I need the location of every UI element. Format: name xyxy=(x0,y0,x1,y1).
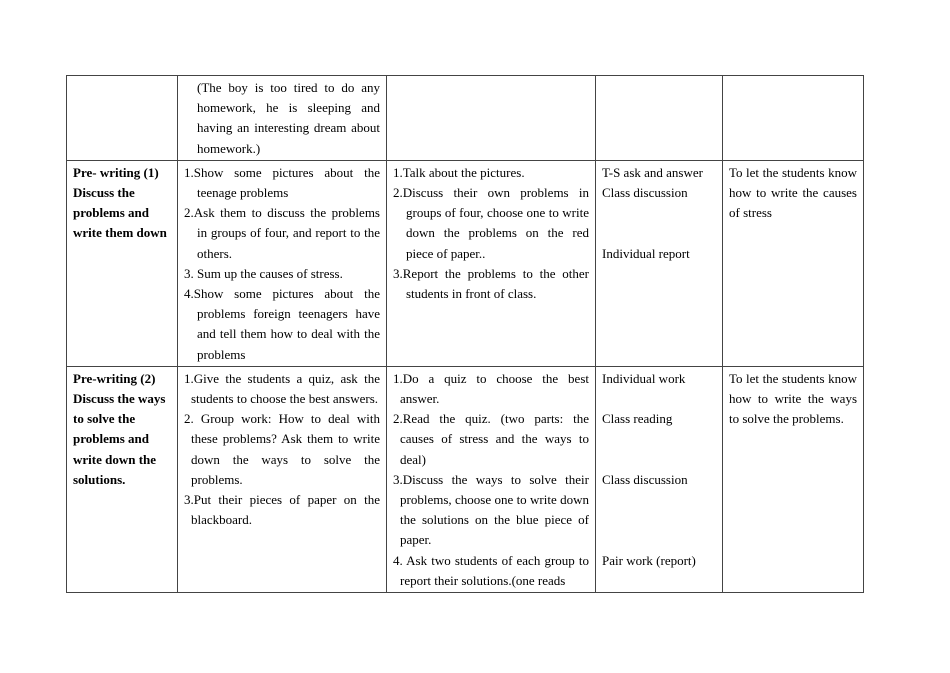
mode-item: Individual work xyxy=(602,370,686,386)
teacher-activity-cell xyxy=(178,76,387,161)
teacher-activity-item: 4.Show some pictures about the problems foreign teenagers have and tell them how to deal with the problems xyxy=(184,286,380,362)
purpose-text: To let the students know how to write the causes of stress xyxy=(729,164,857,221)
teacher-activity-text: (The boy is too tired to do any homework, he is sleeping and having an interesting dream about homework.) xyxy=(197,80,380,156)
teacher-activity-item: 3.Put their pieces of paper on the blackboard. xyxy=(184,492,380,528)
stage-cell xyxy=(67,366,178,592)
purpose-cell xyxy=(723,76,864,161)
teacher-activity-item: 3. Sum up the causes of stress. xyxy=(184,265,343,281)
student-activity-item: 2.Read the quiz. (two parts: the causes of stress and the ways to deal) xyxy=(393,411,589,467)
mode-cell xyxy=(596,366,723,592)
student-activity-item: 3.Report the problems to the other students in front of class. xyxy=(393,265,589,302)
purpose-text: To let the students know how to write the ways to solve the problems. xyxy=(729,370,857,427)
purpose-cell xyxy=(723,160,864,366)
mode-item: Class reading xyxy=(602,411,673,427)
student-activity-cell xyxy=(387,160,596,366)
stage-label: Pre- writing (1) Discuss the problems and write them down xyxy=(73,164,167,241)
student-activity-item: 2.Discuss their own problems in groups of four, choose one to write down the problems on the red piece of paper.. xyxy=(393,185,589,261)
student-activity-item: 3.Discuss the ways to solve their problems, choose one to write down the solutions on the blue piece of paper. xyxy=(393,471,589,548)
teacher-activity-cell xyxy=(178,160,387,366)
lesson-plan-table xyxy=(66,75,864,593)
teacher-activity-item: 1.Give the students a quiz, ask the students to choose the best answers. xyxy=(184,370,380,407)
mode-item: Class discussion xyxy=(602,471,688,487)
student-activity-cell xyxy=(387,76,596,161)
purpose-cell xyxy=(723,366,864,592)
teacher-activity-item: 1.Show some pictures about the teenage problems xyxy=(184,164,380,201)
teacher-activity-cell xyxy=(178,366,387,592)
mode-item: Individual report xyxy=(602,245,690,261)
teacher-activity-item: 2. Group work: How to deal with these problems? Ask them to write down the ways to solve the problems. xyxy=(184,411,380,487)
mode-item: Class discussion xyxy=(602,185,688,201)
mode-cell xyxy=(596,76,723,161)
student-activity-cell xyxy=(387,366,596,592)
mode-item: T-S ask and answer xyxy=(602,164,703,180)
stage-cell xyxy=(67,76,178,161)
stage-label: Pre-writing (2) Discuss the ways to solve the problems and write down the solutions. xyxy=(73,370,166,487)
mode-cell xyxy=(596,160,723,366)
stage-cell xyxy=(67,160,178,366)
teacher-activity-item: 2.Ask them to discuss the problems in groups of four, and report to the others. xyxy=(184,205,380,261)
table-row xyxy=(67,76,864,161)
table-row xyxy=(67,366,864,592)
student-activity-item: 4. Ask two students of each group to report their solutions.(one reads xyxy=(393,552,589,588)
student-activity-item: 1.Talk about the pictures. xyxy=(393,164,525,180)
table-row xyxy=(67,160,864,366)
mode-item: Pair work (report) xyxy=(602,552,696,568)
student-activity-item: 1.Do a quiz to choose the best answer. xyxy=(393,370,589,407)
